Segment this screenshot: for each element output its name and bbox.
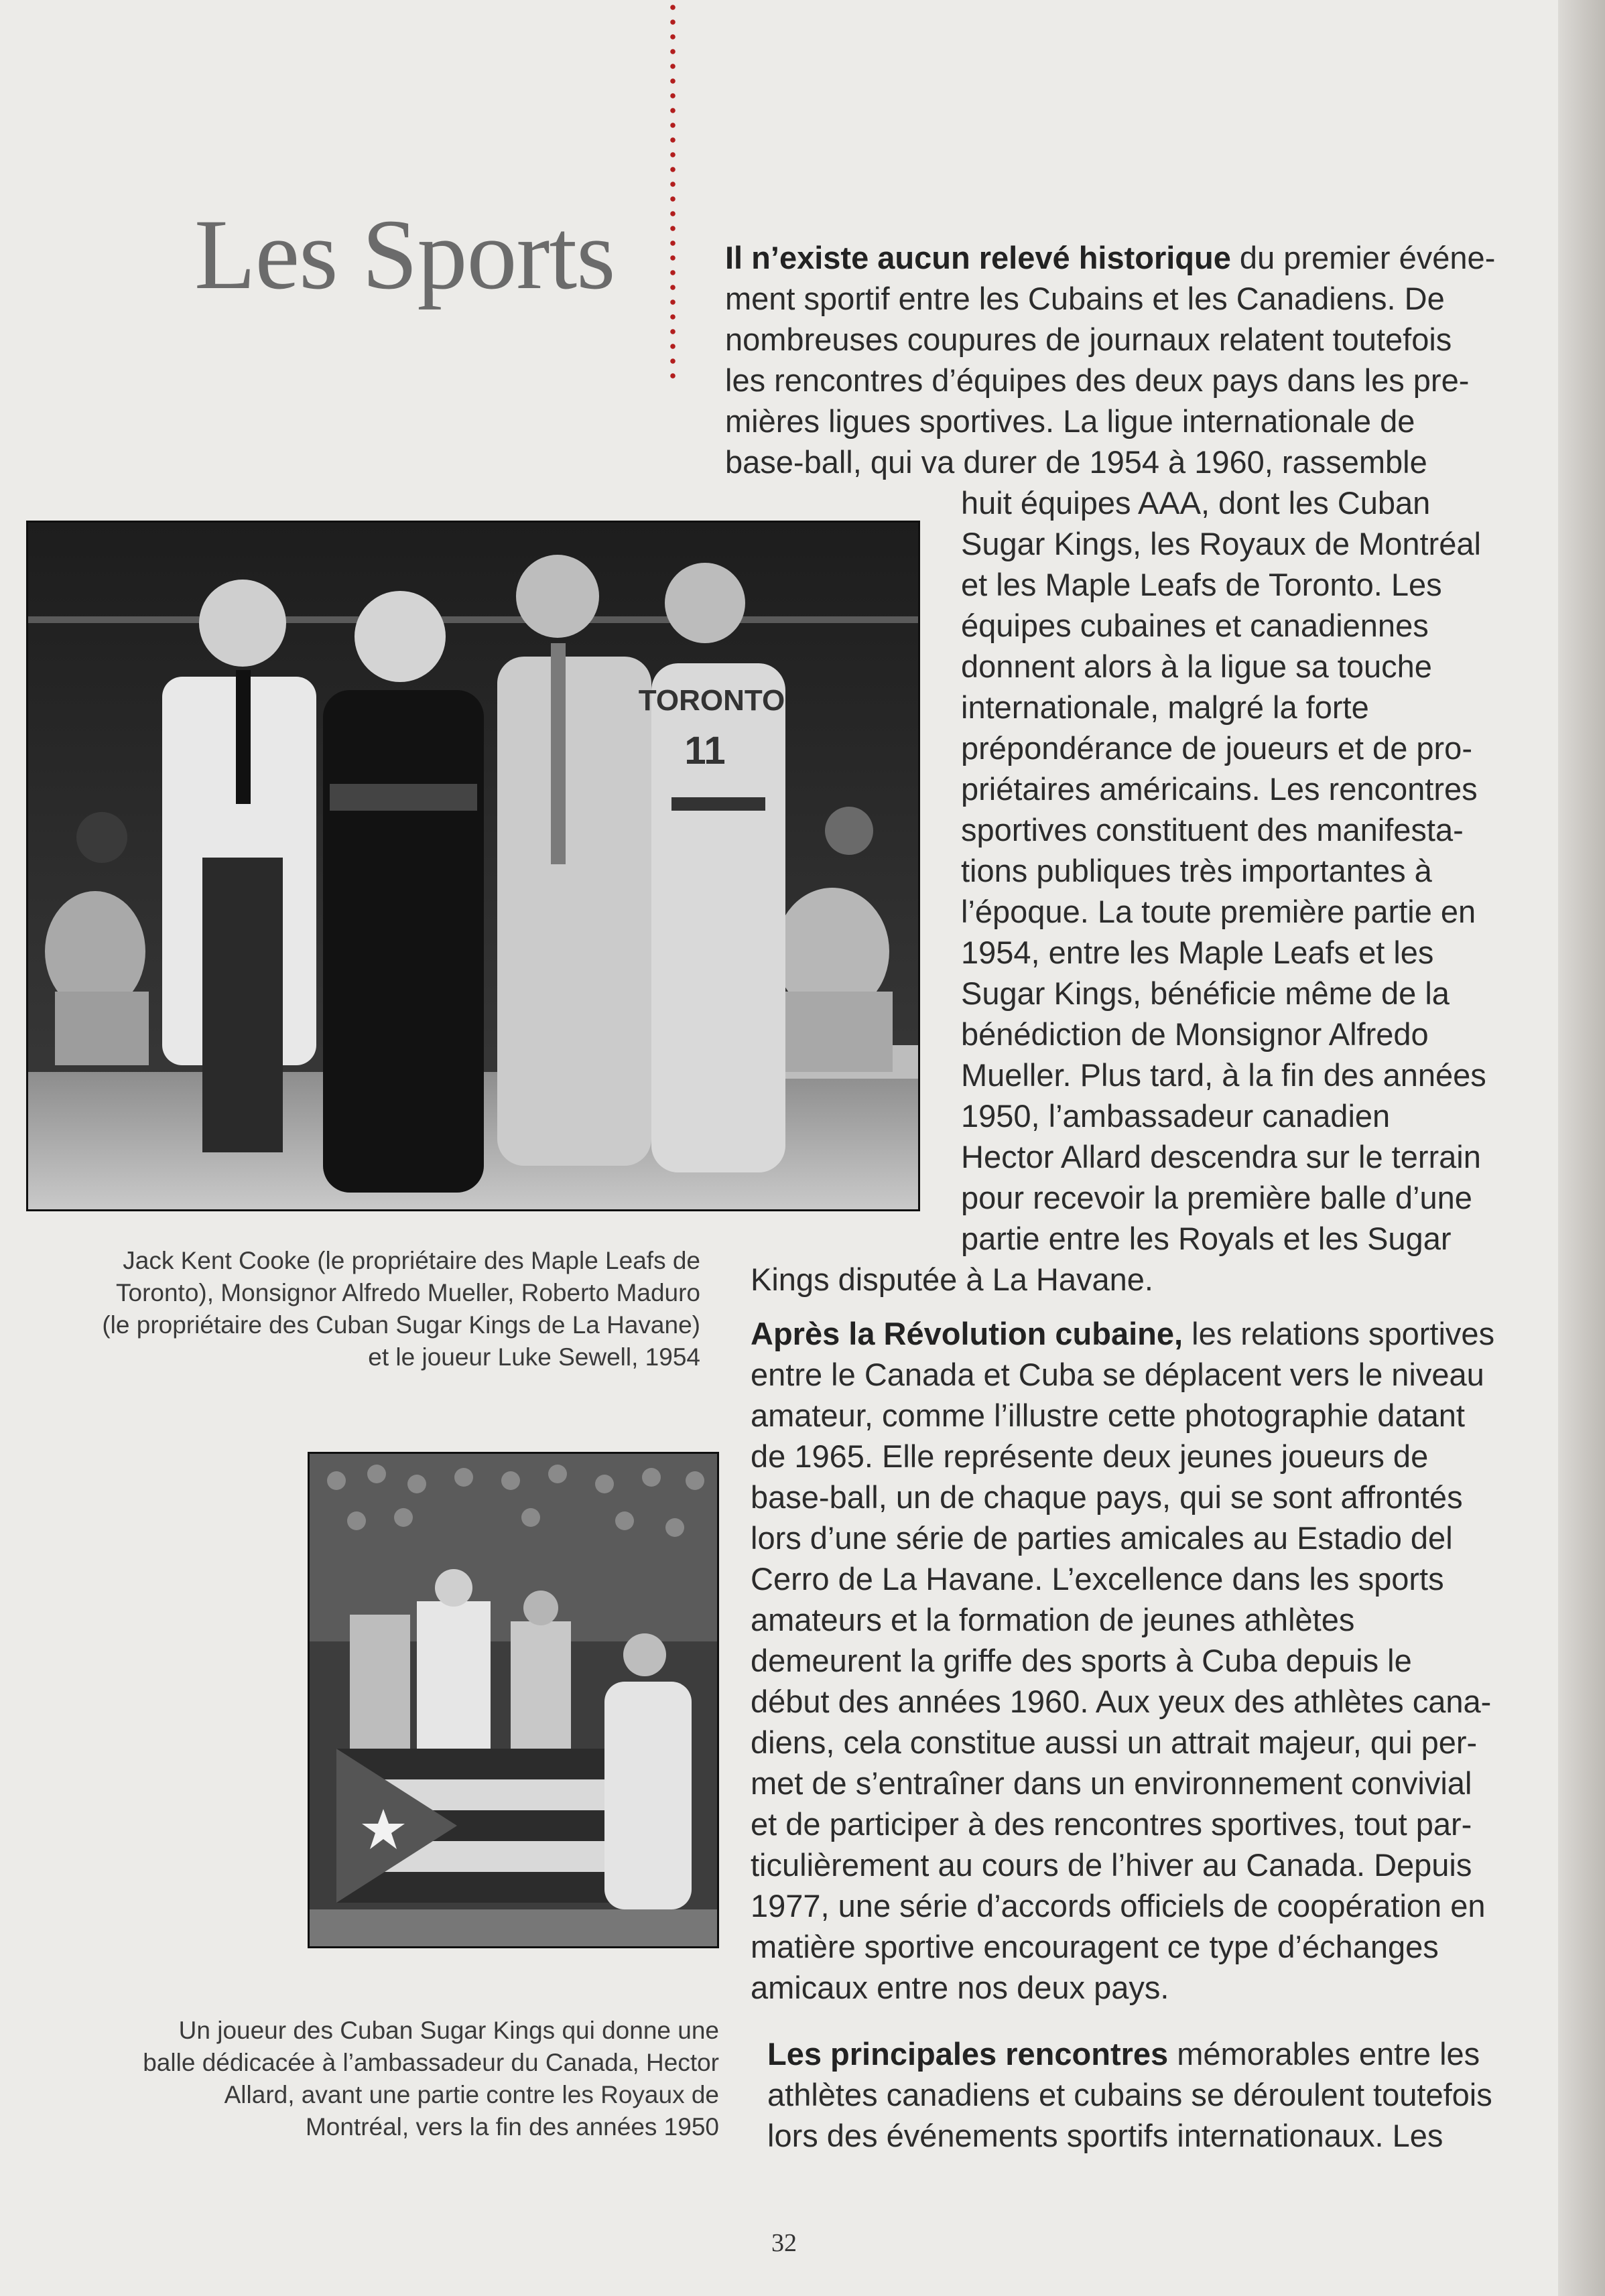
paragraph-line: 1954, entre les Maple Leafs et les bbox=[961, 935, 1434, 970]
paragraph-line bbox=[725, 237, 1529, 278]
photo-ball-presentation bbox=[310, 1454, 717, 1946]
paragraph-line: base-ball, qui va durer de 1954 à 1960, rassemble bbox=[725, 444, 1427, 480]
paragraph-line: début des années 1960. Aux yeux des athlètes cana- bbox=[751, 1684, 1492, 1719]
paragraph-line: athlètes canadiens et cubains se déroulent toutefois bbox=[767, 2077, 1492, 2112]
paragraph-line: diens, cela constitue aussi un attrait majeur, qui per- bbox=[751, 1725, 1478, 1760]
paragraph-line: nombreuses coupures de journaux relatent toutefois bbox=[725, 322, 1452, 357]
photo-dugout-image bbox=[28, 523, 918, 1209]
photo-dugout-group bbox=[28, 523, 918, 1209]
paragraph-line: met de s’entraîner dans un environnement convivial bbox=[751, 1765, 1472, 1801]
caption-line: balle dédicacée à l’ambassadeur du Canada, Hector bbox=[143, 2049, 719, 2076]
paragraph-main-events bbox=[767, 2033, 1548, 2156]
paragraph-line: Sugar Kings, bénéficie même de la bbox=[961, 975, 1450, 1011]
photo1-caption bbox=[40, 1245, 700, 1373]
paragraph-line: partie entre les Royals et les Sugar bbox=[961, 1221, 1452, 1256]
caption-line: (le propriétaire des Cuban Sugar Kings de La Havane) bbox=[102, 1311, 700, 1339]
paragraph-lead: Après la Révolution cubaine, bbox=[751, 1316, 1183, 1351]
paragraph-revolution bbox=[751, 1313, 1548, 2008]
paragraph-line: amateur, comme l’illustre cette photographie datant bbox=[751, 1398, 1465, 1433]
paragraph-line bbox=[767, 2033, 1548, 2074]
paragraph-line: amicaux entre nos deux pays. bbox=[751, 1970, 1169, 2005]
paragraph-line: Hector Allard descendra sur le terrain bbox=[961, 1139, 1481, 1174]
paragraph-line: entre le Canada et Cuba se déplacent vers le niveau bbox=[751, 1357, 1484, 1392]
paragraph-line: les rencontres d’équipes des deux pays dans les pre- bbox=[725, 362, 1470, 398]
page-number: 32 bbox=[771, 2229, 797, 2257]
jersey-number: 11 bbox=[684, 729, 726, 772]
dotted-divider bbox=[670, 0, 676, 385]
paragraph-line: lors d’une série de parties amicales au Estadio del bbox=[751, 1520, 1453, 1556]
paragraph-line: et les Maple Leafs de Toronto. Les bbox=[961, 567, 1442, 602]
caption-line: Toronto), Monsignor Alfredo Mueller, Roberto Maduro bbox=[116, 1279, 700, 1306]
page-edge-shadow bbox=[1558, 0, 1605, 2296]
paragraph-line: 1950, l’ambassadeur canadien bbox=[961, 1098, 1391, 1134]
paragraph-line: ment sportif entre les Cubains et les Canadiens. De bbox=[725, 281, 1445, 316]
paragraph-line: prépondérance de joueurs et de pro- bbox=[961, 730, 1472, 766]
page-title: Les Sports bbox=[194, 199, 615, 310]
paragraph-line-text: les relations sportives bbox=[1183, 1316, 1495, 1351]
caption-line: Montréal, vers la fin des années 1950 bbox=[305, 2113, 719, 2141]
paragraph-line: priétaires américains. Les rencontres bbox=[961, 771, 1478, 807]
paragraph-line: équipes cubaines et canadiennes bbox=[961, 608, 1429, 643]
paragraph-line: internationale, malgré la forte bbox=[961, 689, 1369, 725]
paragraph-line: matière sportive encouragent ce type d’échanges bbox=[751, 1929, 1439, 1964]
paragraph-line: l’époque. La toute première partie en bbox=[961, 894, 1476, 929]
paragraph-line: Sugar Kings, les Royaux de Montréal bbox=[961, 526, 1481, 561]
paragraph-line: et de participer à des rencontres sportives, tout par- bbox=[751, 1806, 1472, 1842]
paragraph-line-text: mémorables entre les bbox=[1168, 2036, 1480, 2072]
paragraph-line: bénédiction de Monsignor Alfredo bbox=[961, 1016, 1429, 1052]
caption-line: et le joueur Luke Sewell, 1954 bbox=[368, 1343, 700, 1371]
paragraph-lead: Il n’existe aucun relevé historique bbox=[725, 240, 1231, 275]
paragraph-line: base-ball, un de chaque pays, qui se sont affrontés bbox=[751, 1479, 1463, 1515]
paragraph-line: de 1965. Elle représente deux jeunes joueurs de bbox=[751, 1438, 1429, 1474]
paragraph-line: Mueller. Plus tard, à la fin des années bbox=[961, 1057, 1486, 1093]
paragraph-line: huit équipes AAA, dont les Cuban bbox=[961, 485, 1431, 521]
paragraph-line-text: du premier événe- bbox=[1230, 240, 1496, 275]
jersey-text: TORONTO bbox=[638, 684, 785, 717]
paragraph-line: 1977, une série d’accords officiels de coopération en bbox=[751, 1888, 1486, 1923]
paragraph-line: pour recevoir la première balle d’une bbox=[961, 1180, 1472, 1215]
paragraph-line: lors des événements sportifs internationaux. Les bbox=[767, 2118, 1443, 2153]
paragraph-line: mières ligues sportives. La ligue internationale de bbox=[725, 403, 1415, 439]
paragraph-line: amateurs et la formation de jeunes athlètes bbox=[751, 1602, 1355, 1637]
paragraph-line bbox=[751, 1313, 1548, 1354]
paragraph-line: Kings disputée à La Havane. bbox=[751, 1262, 1153, 1297]
paragraph-line: donnent alors à la ligue sa touche bbox=[961, 649, 1432, 684]
caption-line: Jack Kent Cooke (le propriétaire des Maple Leafs de bbox=[123, 1247, 700, 1274]
paragraph-line: tions publiques très importantes à bbox=[961, 853, 1432, 888]
paragraph-line: sportives constituent des manifesta- bbox=[961, 812, 1464, 848]
paragraph-lead: Les principales rencontres bbox=[767, 2036, 1169, 2072]
paragraph-line: Cerro de La Havane. L’excellence dans les sports bbox=[751, 1561, 1444, 1597]
photo-presentation-image bbox=[310, 1454, 717, 1946]
caption-line: Un joueur des Cuban Sugar Kings qui donne une bbox=[178, 2017, 719, 2044]
caption-line: Allard, avant une partie contre les Royaux de bbox=[224, 2081, 719, 2108]
paragraph-line: demeurent la griffe des sports à Cuba depuis le bbox=[751, 1643, 1412, 1678]
paragraph-line: ticulièrement au cours de l’hiver au Canada. Depuis bbox=[751, 1847, 1472, 1883]
photo2-caption bbox=[101, 2015, 719, 2143]
